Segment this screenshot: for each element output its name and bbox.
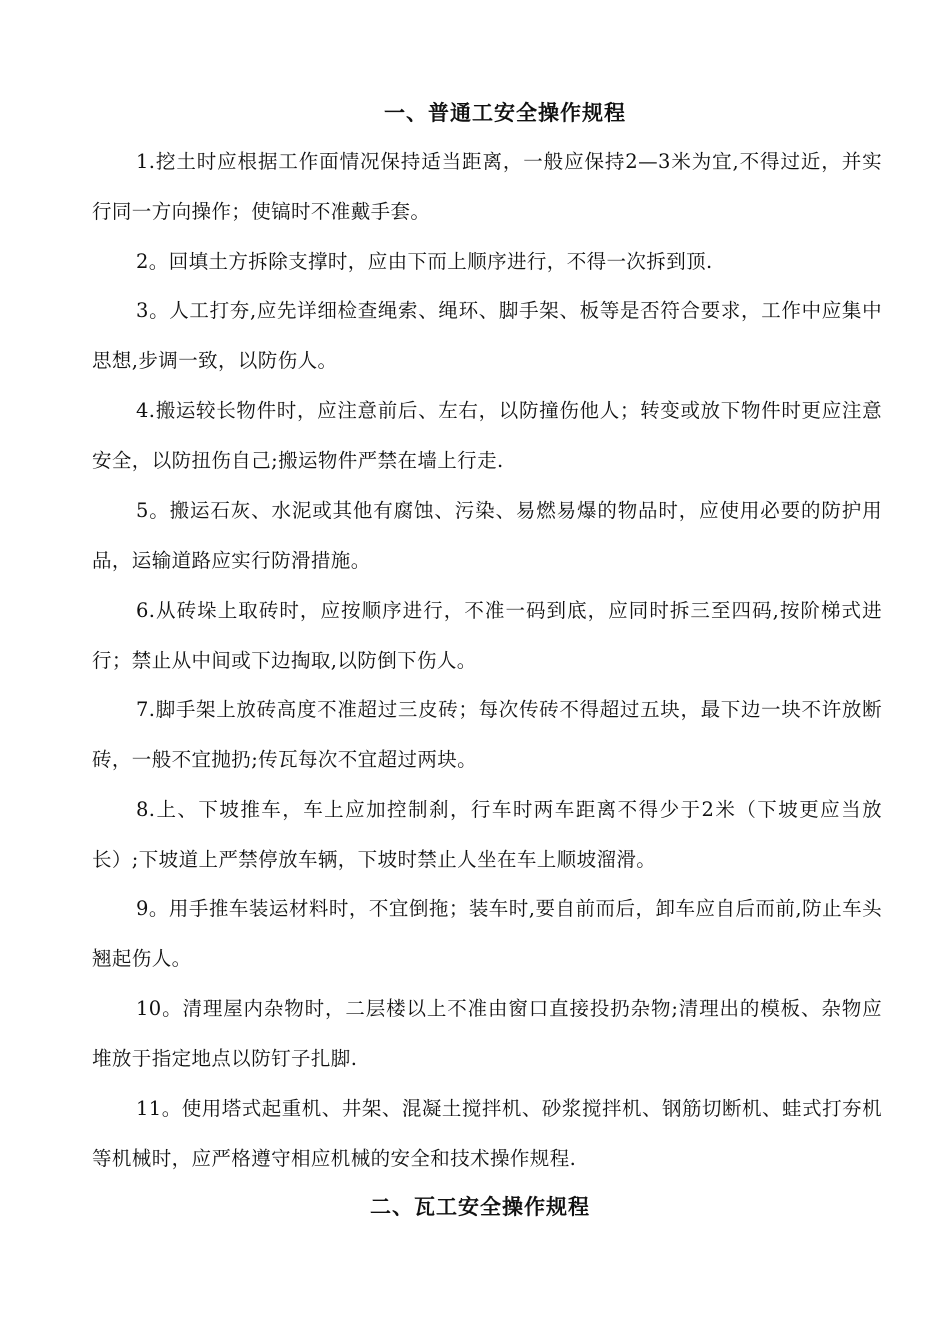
rule-paragraph-11: 11。使用塔式起重机、井架、混凝土搅拌机、砂浆搅拌机、钢筋切断机、蛙式打夯机等机械时，应严格遵守相应机械的安全和技术操作规程. [92,1097,882,1170]
section-2-title: 二、瓦工安全操作规程 [370,1194,590,1219]
rule-paragraph-3: 3。人工打夯,应先详细检查绳索、绳环、脚手架、板等是否符合要求，工作中应集中思想,步调一致，以防伤人。 [92,299,882,372]
rule-paragraph-7: 7.脚手架上放砖高度不准超过三皮砖；每次传砖不得超过五块，最下边一块不许放断砖，一般不宜抛扔;传瓦每次不宜超过两块。 [92,698,882,771]
rule-paragraph-9: 9。用手推车装运材料时，不宜倒拖；装车时,要自前而后，卸车应自后而前,防止车头翘起伤人。 [92,897,882,970]
rule-paragraph-10: 10。清理屋内杂物时，二层楼以上不准由窗口直接投扔杂物;清理出的模板、杂物应堆放于指定地点以防钉子扎脚. [92,997,882,1070]
section-1-title: 一、普通工安全操作规程 [384,100,626,125]
rule-paragraph-4: 4.搬运较长物件时，应注意前后、左右，以防撞伤他人；转变或放下物件时更应注意安全，以防扭伤自己;搬运物件严禁在墙上行走. [92,399,882,472]
rule-paragraph-8: 8.上、下坡推车，车上应加控制刹，行车时两车距离不得少于2米（下坡更应当放长）;下坡道上严禁停放车辆，下坡时禁止人坐在车上顺坡溜滑。 [92,798,882,871]
rule-paragraph-5: 5。搬运石灰、水泥或其他有腐蚀、污染、易燃易爆的物品时，应使用必要的防护用品，运输道路应实行防滑措施。 [92,499,882,572]
rule-paragraph-2: 2。回填土方拆除支撑时，应由下而上顺序进行，不得一次拆到顶. [136,250,713,273]
rule-paragraph-1: 1.挖土时应根据工作面情况保持适当距离，一般应保持2—3米为宜,不得过近，并实行同一方向操作；使镐时不准戴手套。 [92,150,882,223]
rule-paragraph-6: 6.从砖垛上取砖时，应按顺序进行，不准一码到底，应同时拆三至四码,按阶梯式进行；禁止从中间或下边掏取,以防倒下伤人。 [92,599,882,672]
